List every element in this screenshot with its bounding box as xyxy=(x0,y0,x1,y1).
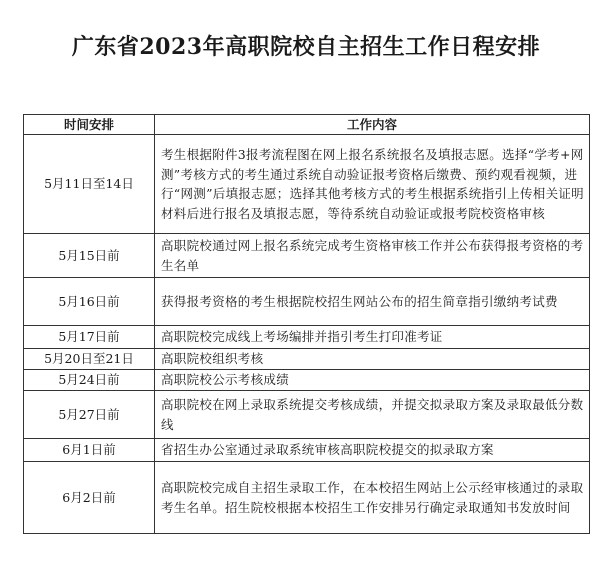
row-time: 5月17日前 xyxy=(24,326,155,349)
table-row xyxy=(24,234,590,278)
row-content: 高职院校组织考核 xyxy=(155,349,590,370)
row-time: 5月15日前 xyxy=(24,234,155,278)
table-row xyxy=(24,391,590,439)
row-time: 5月24日前 xyxy=(24,370,155,391)
row-time: 5月11日至14日 xyxy=(24,135,155,234)
table-row xyxy=(24,439,590,462)
row-time: 5月27日前 xyxy=(24,391,155,439)
row-time: 5月20日至21日 xyxy=(24,349,155,370)
row-content: 高职院校完成线上考场编排并指引考生打印准考证 xyxy=(155,326,590,349)
row-content: 高职院校在网上录取系统提交考核成绩，并提交拟录取方案及录取最低分数线 xyxy=(155,391,590,439)
row-content: 省招生办公室通过录取系统审核高职院校提交的拟录取方案 xyxy=(155,439,590,462)
header-content: 工作内容 xyxy=(155,115,590,135)
row-time: 6月1日前 xyxy=(24,439,155,462)
table-row xyxy=(24,135,590,234)
row-content: 获得报考资格的考生根据院校招生网站公布的招生简章指引缴纳考试费 xyxy=(155,278,590,326)
schedule-table xyxy=(23,114,590,534)
table-header-row xyxy=(24,115,590,135)
row-content: 高职院校通过网上报名系统完成考生资格审核工作并公布获得报考资格的考生名单 xyxy=(155,234,590,278)
table-row xyxy=(24,370,590,391)
row-content: 高职院校公示考核成绩 xyxy=(155,370,590,391)
table-row xyxy=(24,326,590,349)
header-time: 时间安排 xyxy=(24,115,155,135)
table-row xyxy=(24,278,590,326)
row-time: 5月16日前 xyxy=(24,278,155,326)
row-content: 考生根据附件3报考流程图在网上报名系统报名及填报志愿。选择“学考+网测”考核方式的考生通过系统自动验证报考资格后缴费、预约观看视频，进行“网测”后填报志愿；选择其他考核方式的考生根据系统指引上传相关证明材料后进行报名及填报志愿，等待系统自动验证或报考院校资格审核 xyxy=(155,135,590,234)
row-time: 6月2日前 xyxy=(24,462,155,534)
table-row xyxy=(24,349,590,370)
row-content: 高职院校完成自主招生录取工作，在本校招生网站上公示经审核通过的录取考生名单。招生院校根据本校招生工作安排另行确定录取通知书发放时间 xyxy=(155,462,590,534)
table-row xyxy=(24,462,590,534)
page-title: 广东省2023年高职院校自主招生工作日程安排 xyxy=(71,34,541,60)
